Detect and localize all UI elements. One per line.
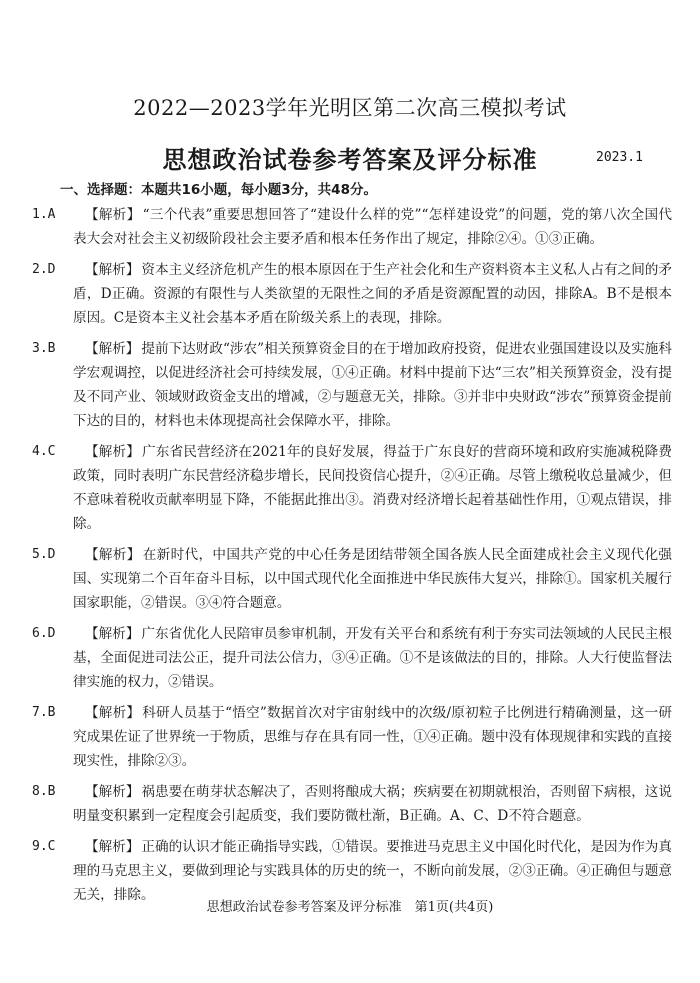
answer-item-2	[32, 258, 672, 330]
analysis-text: 资本主义经济危机产生的根本原因在于生产社会化和生产资料资本主义私人占有之间的矛盾，D正确。资源的有限性与人类欲望的无限性之间的矛盾是资源配置的动因，排除A。B不是根本原因。C是资本主义社会基本矛盾在阶级关系上的表现，排除。	[73, 262, 672, 326]
section-heading: 一、选择题：本题共16小题，每小题3分，共48分。	[60, 182, 377, 198]
item-number: 8.B	[32, 784, 56, 799]
answer-item-7	[32, 701, 672, 773]
item-number: 3.B	[32, 341, 56, 356]
answer-item-4	[32, 440, 672, 536]
analysis-text: 科研人员基于“悟空”数据首次对宇宙射线中的次级/原初粒子比例进行精确测量，这一研究成果佐证了世界统一于物质，思维与存在具有同一性，①④正确。题中没有体现规律和实践的直接现实性，排除②③。	[73, 705, 672, 769]
analysis-text: “三个代表”重要思想回答了“建设什么样的党”“怎样建设党”的问题，党的第八次全国代表大会对社会主义初级阶段社会主要矛盾和根本任务作出了规定，排除②④。①③正确。	[73, 207, 673, 247]
item-number: 9.C	[32, 839, 56, 854]
item-answer: C	[47, 444, 56, 459]
answer-item-5	[32, 543, 672, 615]
document-subtitle: 思想政治试卷参考答案及评分标准	[162, 145, 538, 174]
analysis-tag: 【解析】	[85, 626, 140, 642]
analysis-text: 祸患要在萌芽状态解决了，否则将酿成大祸；疾病要在初期就根治，否则留下病根，这说明量变积累到一定程度会引起质变，我们要防微杜渐，B正确。A、C、D不符合题意。	[73, 784, 672, 824]
item-number: 7.B	[32, 705, 56, 720]
answer-item-1	[32, 203, 672, 251]
analysis-text: 广东省民营经济在2021年的良好发展，得益于广东良好的营商环境和政府实施减税降费政策，同时表明广东民营经济稳步增长，民间投资信心提升，②④正确。尽管上缴税收总量减少，但不意味着税收贡献率明显下降，不能据此推出③。消费对经济增长起着基础性作用，①观点错误，排除。	[73, 444, 673, 532]
analysis-tag: 【解析】	[85, 547, 141, 563]
item-answer: C	[47, 839, 56, 854]
page-footer: 思想政治试卷参考答案及评分标准 第1页(共4页)	[206, 900, 494, 915]
analysis-text: 提前下达财政“涉农”相关预算资金目的在于增加政府投资，促进农业强国建设以及实施科学宏观调控，以促进经济社会可持续发展，①④正确。材料中提前下达“三农”相关预算资金，没有提及不同产业、领域财政资金支出的增减，②与题意无关，排除。③并非中央财政“涉农”预算资金提前下达的目的，材料也未体现提高社会保障水平，排除。	[73, 341, 672, 429]
analysis-tag: 【解析】	[85, 262, 140, 278]
item-answer: B	[47, 784, 56, 799]
exam-title: 2022—2023学年光明区第二次高三模拟考试	[133, 96, 567, 120]
item-answer: B	[47, 341, 56, 356]
analysis-tag: 【解析】	[85, 444, 141, 460]
analysis-text: 正确的认识才能正确指导实践，①错误。要推进马克思主义中国化时代化，是因为作为真理的马克思主义，要做到理论与实践具体的历史的统一，不断向前发展，②③正确。④正确但与题意无关，排除。	[73, 839, 672, 903]
item-number: 5.D	[32, 547, 56, 562]
analysis-tag: 【解析】	[85, 705, 141, 721]
answer-item-8	[32, 780, 672, 828]
item-number: 6.D	[32, 626, 56, 641]
item-number: 1.A	[32, 207, 56, 222]
item-number: 2.D	[32, 262, 56, 277]
analysis-text: 广东省优化人民陪审员参审机制，开发有关平台和系统有利于夯实司法领域的人民民主根基，全面促进司法公正，提升司法公信力，③④正确。①不是该做法的目的，排除。人大行使监督法律实施的权力，②错误。	[73, 626, 672, 690]
analysis-text: 在新时代，中国共产党的中心任务是团结带领全国各族人民全面建成社会主义现代化强国、实现第二个百年奋斗目标，以中国式现代化全面推进中华民族伟大复兴，排除①。国家机关履行国家职能，②错误。③④符合题意。	[73, 547, 673, 611]
analysis-tag: 【解析】	[85, 839, 140, 855]
answer-item-6	[32, 622, 672, 694]
analysis-tag: 【解析】	[85, 341, 140, 357]
answer-item-3	[32, 337, 672, 433]
item-answer: D	[47, 262, 56, 277]
document-date: 2023.1	[596, 150, 643, 165]
analysis-tag: 【解析】	[85, 784, 140, 800]
item-answer: A	[47, 207, 56, 222]
item-number: 4.C	[32, 444, 56, 459]
item-answer: D	[47, 547, 56, 562]
answer-list	[32, 203, 672, 914]
item-answer: B	[47, 705, 56, 720]
item-answer: D	[47, 626, 56, 641]
analysis-tag: 【解析】	[85, 207, 141, 223]
